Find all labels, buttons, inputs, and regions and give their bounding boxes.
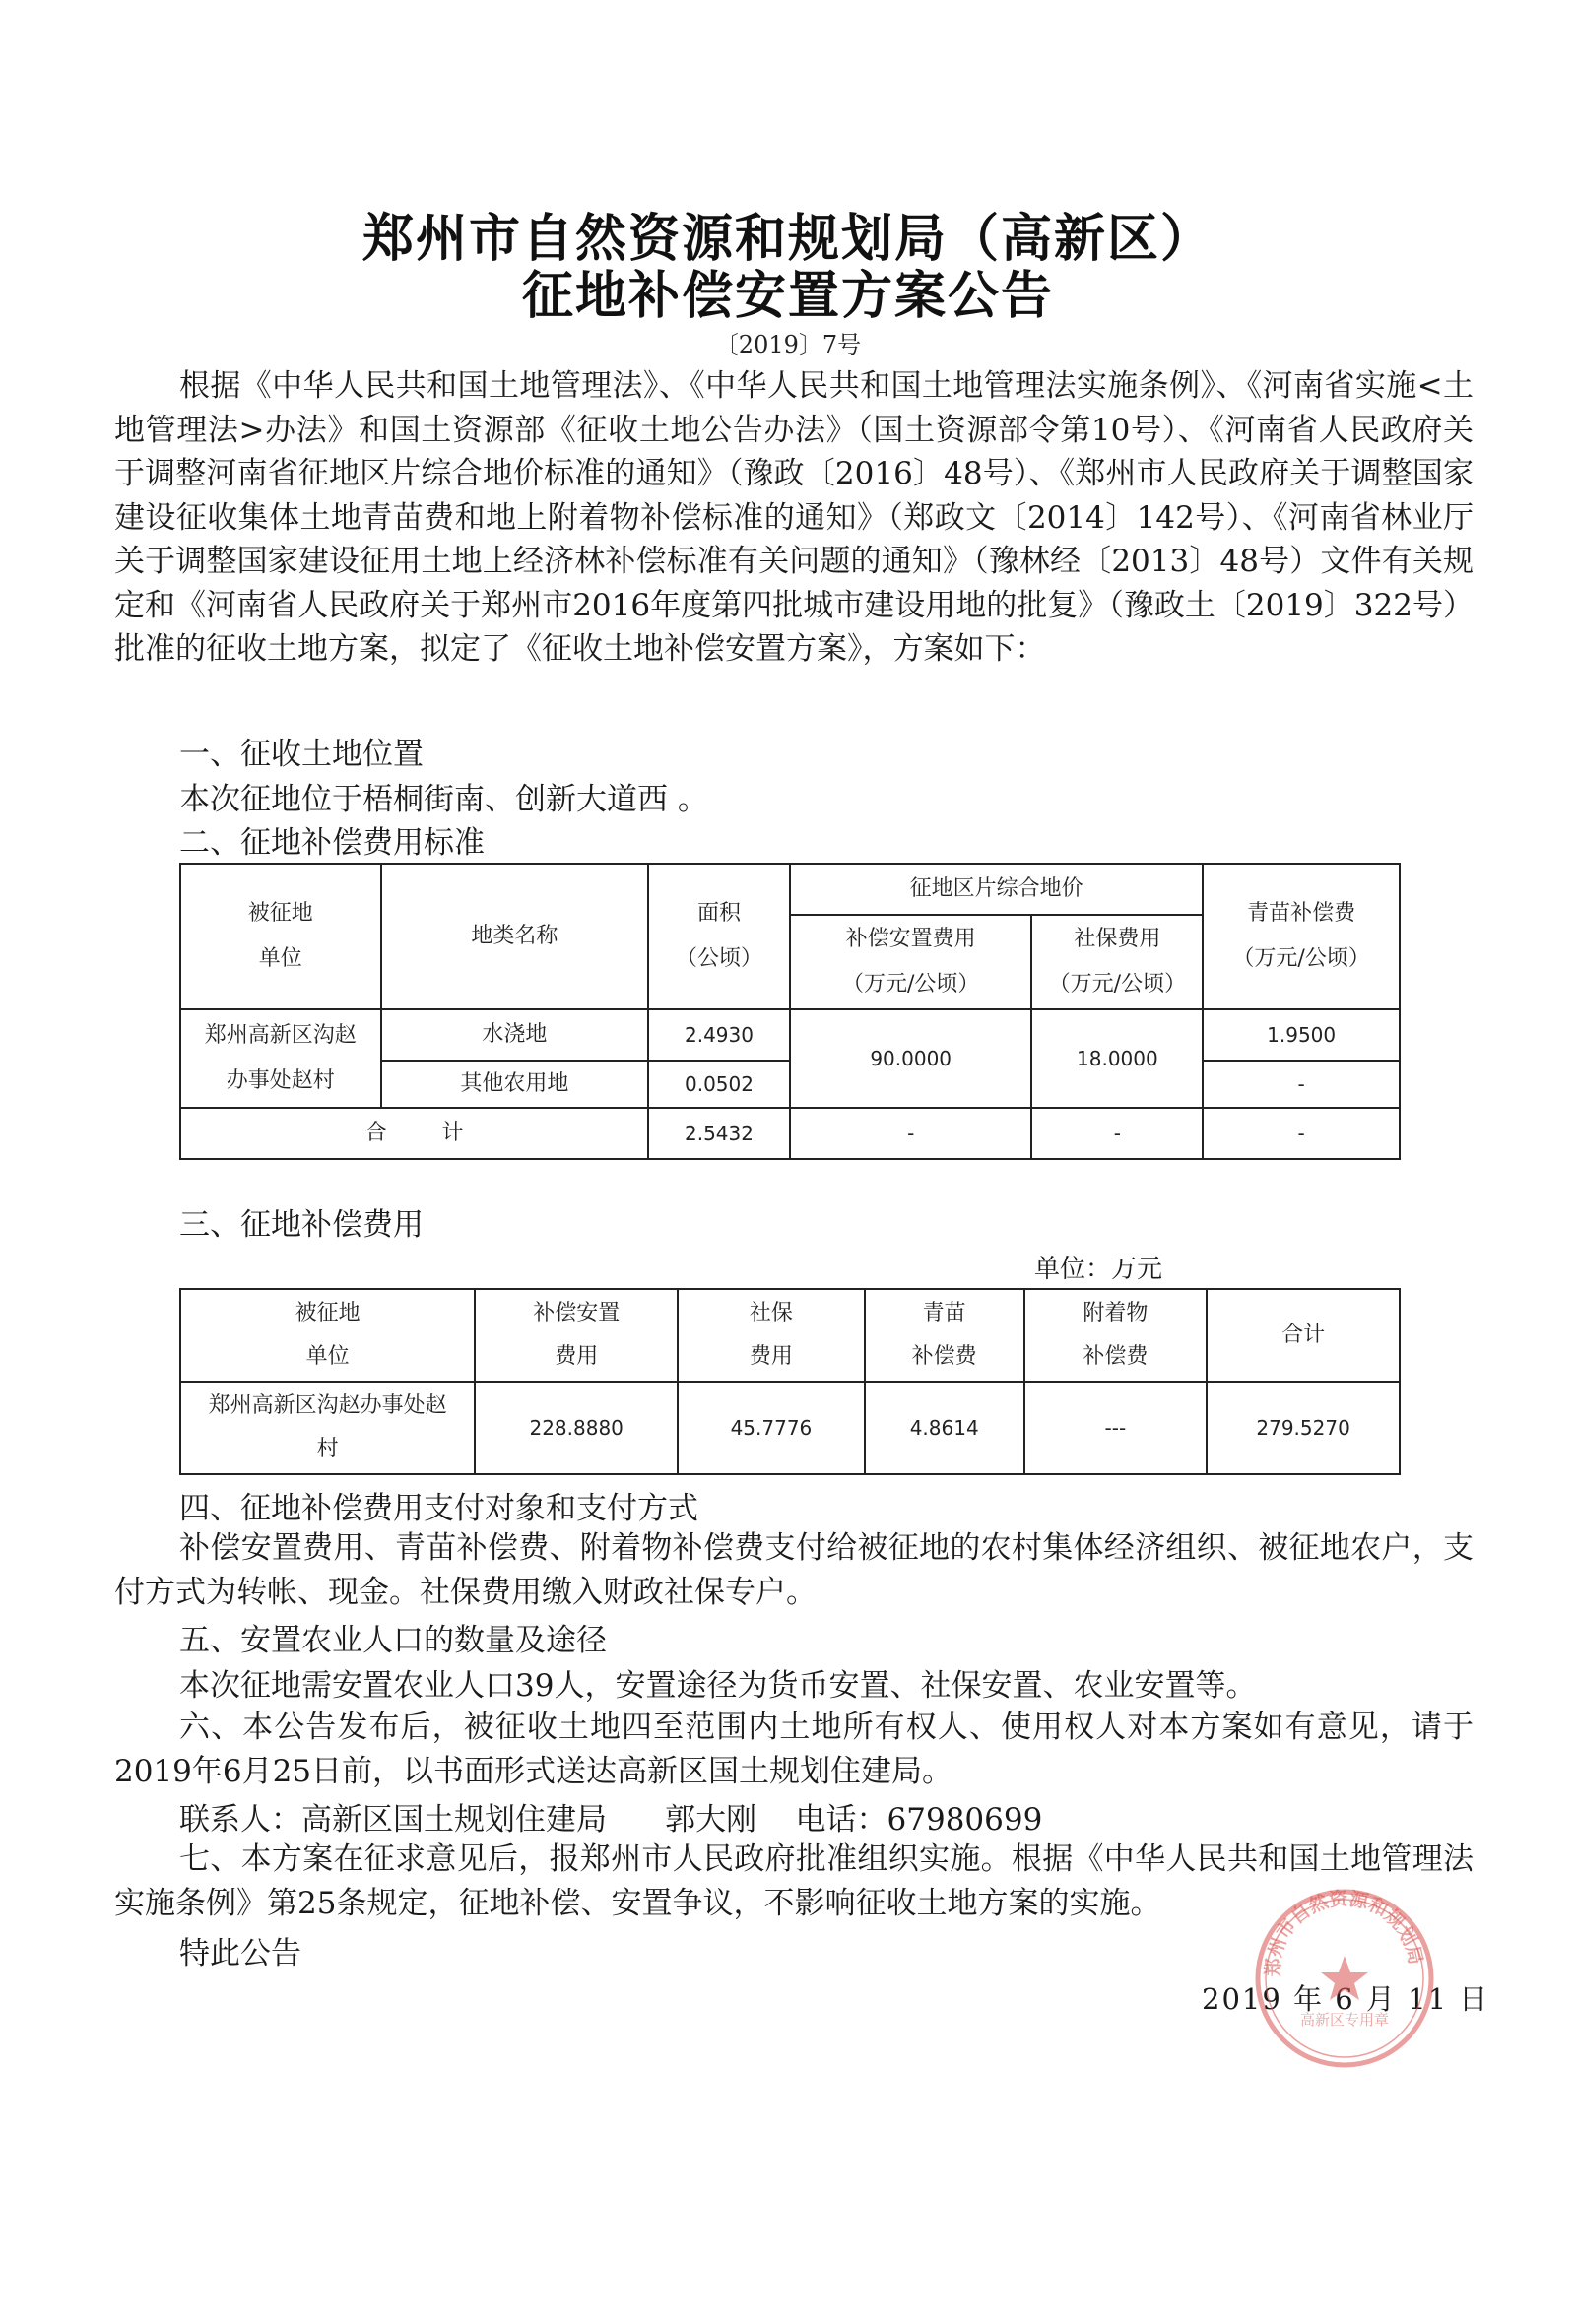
header-cell: 合计 (1207, 1289, 1400, 1382)
intro-paragraph: 根据《中华人民共和国土地管理法》、《中华人民共和国土地管理法实施条例》、《河南省实施<土地管理法>办法》和国土资源部《征收土地公告办法》（国土资源部令第10号）、《河南省人民政府关于调整河南省征地区片综合地价标准的通知》（豫政〔2016〕48号）、《郑州市人民政府关于调整国家建设征收集体土地青苗费和地上附着物补偿标准的通知》（郑政文〔2014〕142号）、《河南省林业厅关于调整国家建设征用土地上经济林补偿标准有关问题的通知》（豫林经〔2013〕48号）文件有关规定和《河南省人民政府关于郑州市2016年度第四批城市建设用地的批复》（豫政土〔2019〕322号）批准的征收土地方案，拟定了《征收土地补偿安置方案》，方案如下： (114, 368, 1474, 667)
header-cell: 青苗 补偿费 (865, 1289, 1024, 1382)
compensation-amount-table (179, 1288, 1401, 1475)
total-row (180, 1108, 1400, 1159)
svg-text:高新区专用章: 高新区专用章 (1299, 2011, 1390, 2029)
title-line-1: 郑州市自然资源和规划局（高新区） (361, 210, 1214, 269)
section4-text: 补偿安置费用、青苗补偿费、附着物补偿费支付给被征地的农村集体经济组织、被征地农户，支付方式为转帐、现金。社保费用缴入财政社保专户。 (114, 1530, 1474, 1610)
header-cell: 补偿安置 费用 (475, 1289, 678, 1382)
closing-text: 特此公告 (179, 1936, 301, 1971)
crop-cell: 1.9500 (1203, 1009, 1400, 1061)
section3-heading: 三、征地补偿费用 (179, 1207, 424, 1243)
header-cell: 被征地 单位 (180, 864, 381, 1009)
social-cell: 18.0000 (1031, 1009, 1203, 1108)
attach-cell: --- (1024, 1382, 1208, 1474)
comp-cell: 90.0000 (790, 1009, 1032, 1108)
document-date: 2019 年 6 月 11 日 (1202, 1982, 1490, 2016)
total-social-cell: - (1031, 1108, 1203, 1159)
header-cell: 附着物 补偿费 (1024, 1289, 1208, 1382)
official-seal-stamp (1251, 1885, 1438, 2072)
total-crop-cell: - (1203, 1108, 1400, 1159)
total-comp-cell: - (790, 1108, 1032, 1159)
title-line-2: 征地补偿安置方案公告 (521, 267, 1054, 326)
table-row (180, 1382, 1400, 1474)
comp-cell: 228.8880 (475, 1382, 678, 1474)
compensation-standard-table (179, 863, 1401, 1160)
total-label-cell: 合 计 (180, 1108, 648, 1159)
landtype-cell: 水浇地 (381, 1009, 648, 1061)
social-cell: 45.7776 (678, 1382, 865, 1474)
header-cell: 青苗补偿费 （万元/公顷） (1203, 864, 1400, 1009)
unit-cell: 郑州高新区沟赵 办事处赵村 (180, 1009, 381, 1108)
section1-text: 本次征地位于梧桐街南、创新大道西 。 (179, 782, 708, 817)
header-cell: 补偿安置费用 （万元/公顷） (790, 915, 1032, 1009)
header-cell: 征地区片综合地价 (790, 864, 1203, 915)
header-cell: 面积 （公顷） (648, 864, 790, 1009)
section2-heading: 二、征地补偿费用标准 (179, 825, 485, 861)
unit-note: 单位：万元 (1034, 1255, 1163, 1284)
area-cell: 2.4930 (648, 1009, 790, 1061)
area-cell: 0.0502 (648, 1061, 790, 1108)
section4-heading: 四、征地补偿费用支付对象和支付方式 (179, 1491, 698, 1526)
total-cell: 279.5270 (1207, 1382, 1400, 1474)
crop-cell: 4.8614 (865, 1382, 1024, 1474)
header-cell: 社保费用 （万元/公顷） (1031, 915, 1203, 1009)
unit-cell: 郑州高新区沟赵办事处赵 村 (180, 1382, 475, 1474)
section7-text: 七、本方案在征求意见后，报郑州市人民政府批准组织实施。根据《中华人民共和国土地管理法实施条例》第25条规定，征地补偿、安置争议，不影响征收土地方案的实施。 (114, 1841, 1474, 1921)
header-cell: 被征地 单位 (180, 1289, 475, 1382)
section6-text: 六、本公告发布后，被征收土地四至范围内土地所有权人、使用权人对本方案如有意见，请于2019年6月25日前，以书面形式送达高新区国土规划住建局。 (114, 1710, 1474, 1789)
section5-text: 本次征地需安置农业人口39人，安置途径为货币安置、社保安置、农业安置等。 (179, 1668, 1257, 1704)
total-area-cell: 2.5432 (648, 1108, 790, 1159)
contact-line: 联系人：高新区国土规划住建局 郭大刚 电话：67980699 (179, 1802, 1043, 1838)
table-row (180, 1009, 1400, 1061)
section1-heading: 一、征收土地位置 (179, 737, 424, 772)
section5-heading: 五、安置农业人口的数量及途径 (179, 1623, 607, 1658)
document-number: 〔2019〕7号 (714, 331, 862, 358)
landtype-cell: 其他农用地 (381, 1061, 648, 1108)
header-cell: 地类名称 (381, 864, 648, 1009)
header-cell: 社保 费用 (678, 1289, 865, 1382)
svg-text:郑州市自然资源和规划局: 郑州市自然资源和规划局 (1262, 1888, 1427, 1977)
crop-cell: - (1203, 1061, 1400, 1108)
